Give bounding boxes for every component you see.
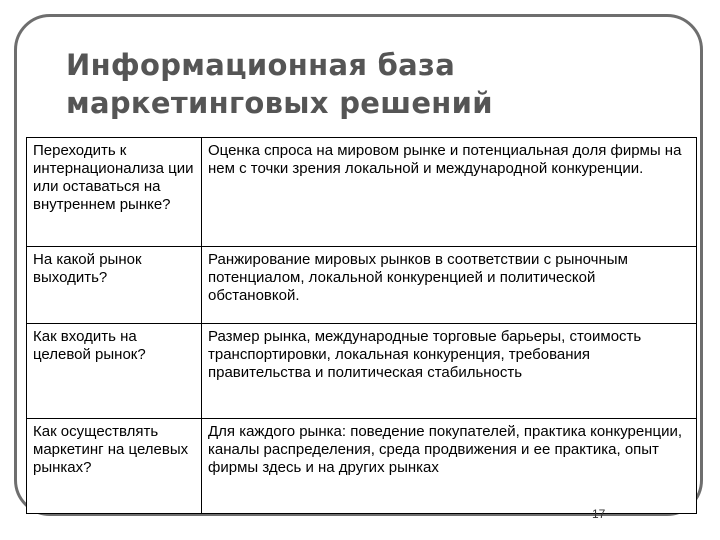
question-cell: Переходить к интернационализа ции или оставаться на внутреннем рынке?	[27, 138, 202, 247]
question-cell: Как входить на целевой рынок?	[27, 324, 202, 419]
question-cell: На какой рынок выходить?	[27, 247, 202, 324]
answer-cell: Оценка спроса на мировом рынке и потенциальная доля фирмы на нем с точки зрения локальной и международной конкуренции.	[202, 138, 697, 247]
answer-cell: Ранжирование мировых рынков в соответствии с рыночным потенциалом, локальной конкуренцией и политической обстановкой.	[202, 247, 697, 324]
slide-title	[66, 46, 666, 122]
table-row	[27, 419, 697, 514]
slide-number: 17	[592, 507, 606, 521]
question-cell: Как осуществлять маркетинг на целевых рынках?	[27, 419, 202, 514]
slide-title-line-1: Информационная база	[66, 48, 456, 82]
table-row	[27, 247, 697, 324]
answer-cell: Размер рынка, международные торговые барьеры, стоимость транспортировки, локальная конкуренция, требования правительства и политическая стабильность	[202, 324, 697, 419]
decisions-table	[26, 137, 697, 514]
answer-cell: Для каждого рынка: поведение покупателей, практика конкуренции, каналы распределения, среда продвижения и ее практика, опыт фирмы здесь и на других рынках	[202, 419, 697, 514]
table-row	[27, 324, 697, 419]
table-row	[27, 138, 697, 247]
slide-title-line-2: маркетинговых решений	[66, 86, 493, 120]
